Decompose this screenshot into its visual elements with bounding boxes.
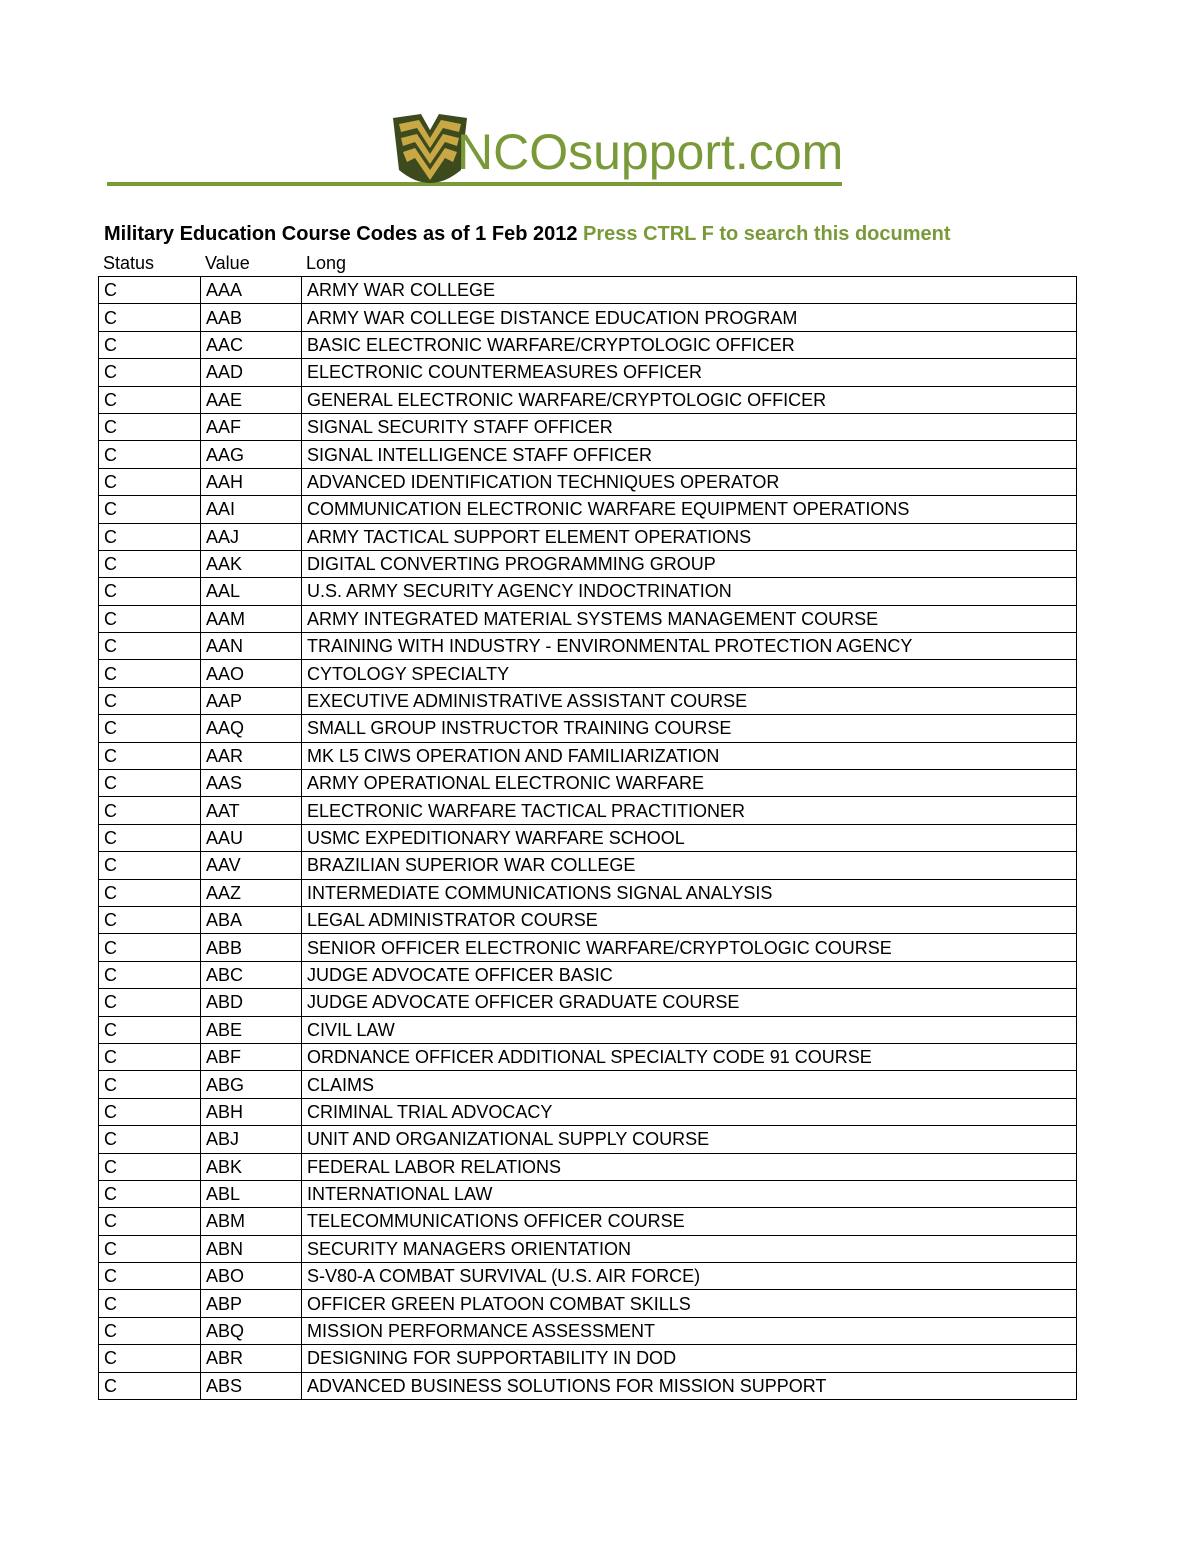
- cell-status: C: [99, 441, 201, 468]
- table-row: [99, 687, 1077, 714]
- cell-status: C: [99, 523, 201, 550]
- cell-long: ELECTRONIC WARFARE TACTICAL PRACTITIONER: [302, 797, 1077, 824]
- table-row: [99, 359, 1077, 386]
- table-row: [99, 770, 1077, 797]
- table-row: [99, 660, 1077, 687]
- cell-value: AAH: [201, 468, 302, 495]
- cell-status: C: [99, 1071, 201, 1098]
- cell-status: C: [99, 304, 201, 331]
- cell-long: MISSION PERFORMANCE ASSESSMENT: [302, 1317, 1077, 1344]
- cell-long: ADVANCED IDENTIFICATION TECHNIQUES OPERATOR: [302, 468, 1077, 495]
- cell-value: ABO: [201, 1263, 302, 1290]
- cell-long: CIVIL LAW: [302, 1016, 1077, 1043]
- cell-long: BRAZILIAN SUPERIOR WAR COLLEGE: [302, 852, 1077, 879]
- document-title-main: Military Education Course Codes as of 1 Feb 2012: [104, 223, 578, 245]
- table-row: [99, 852, 1077, 879]
- cell-status: C: [99, 1126, 201, 1153]
- column-header-long: Long: [306, 253, 347, 273]
- table-row: [99, 1071, 1077, 1098]
- table-row: [99, 1153, 1077, 1180]
- cell-status: C: [99, 906, 201, 933]
- column-header-status: Status: [103, 253, 155, 273]
- cell-long: ELECTRONIC COUNTERMEASURES OFFICER: [302, 359, 1077, 386]
- table-row: [99, 1180, 1077, 1207]
- cell-value: ABN: [201, 1235, 302, 1262]
- cell-value: AAB: [201, 304, 302, 331]
- table-row: [99, 961, 1077, 988]
- cell-status: C: [99, 824, 201, 851]
- cell-status: C: [99, 413, 201, 440]
- table-row: [99, 550, 1077, 577]
- cell-long: GENERAL ELECTRONIC WARFARE/CRYPTOLOGIC OFFICER: [302, 386, 1077, 413]
- table-row: [99, 413, 1077, 440]
- cell-long: FEDERAL LABOR RELATIONS: [302, 1153, 1077, 1180]
- cell-status: C: [99, 1180, 201, 1207]
- cell-long: EXECUTIVE ADMINISTRATIVE ASSISTANT COURSE: [302, 687, 1077, 714]
- cell-long: U.S. ARMY SECURITY AGENCY INDOCTRINATION: [302, 578, 1077, 605]
- cell-long: ARMY OPERATIONAL ELECTRONIC WARFARE: [302, 770, 1077, 797]
- table-row: [99, 1126, 1077, 1153]
- table-row: [99, 441, 1077, 468]
- cell-value: ABM: [201, 1208, 302, 1235]
- cell-long: DESIGNING FOR SUPPORTABILITY IN DOD: [302, 1345, 1077, 1372]
- search-hint: Press CTRL F to search this document: [583, 223, 951, 245]
- cell-value: AAA: [201, 277, 302, 304]
- table-row: [99, 1317, 1077, 1344]
- cell-long: ARMY WAR COLLEGE: [302, 277, 1077, 304]
- cell-long: ADVANCED BUSINESS SOLUTIONS FOR MISSION SUPPORT: [302, 1372, 1077, 1399]
- cell-status: C: [99, 1043, 201, 1070]
- cell-long: INTERMEDIATE COMMUNICATIONS SIGNAL ANALYSIS: [302, 879, 1077, 906]
- column-header-value: Value: [205, 253, 250, 273]
- table-row: [99, 1098, 1077, 1125]
- table-row: [99, 633, 1077, 660]
- table-row: [99, 1208, 1077, 1235]
- cell-value: ABF: [201, 1043, 302, 1070]
- cell-status: C: [99, 879, 201, 906]
- cell-status: C: [99, 1235, 201, 1262]
- cell-value: AAR: [201, 742, 302, 769]
- cell-status: C: [99, 1016, 201, 1043]
- cell-status: C: [99, 633, 201, 660]
- course-codes-table: [98, 276, 1077, 1400]
- logo-underline: [107, 182, 842, 186]
- cell-value: ABD: [201, 989, 302, 1016]
- table-row: [99, 386, 1077, 413]
- cell-value: AAE: [201, 386, 302, 413]
- cell-value: AAP: [201, 687, 302, 714]
- cell-long: ORDNANCE OFFICER ADDITIONAL SPECIALTY CODE 91 COURSE: [302, 1043, 1077, 1070]
- cell-long: SIGNAL SECURITY STAFF OFFICER: [302, 413, 1077, 440]
- cell-status: C: [99, 1372, 201, 1399]
- cell-status: C: [99, 797, 201, 824]
- cell-status: C: [99, 386, 201, 413]
- cell-status: C: [99, 331, 201, 358]
- cell-long: SIGNAL INTELLIGENCE STAFF OFFICER: [302, 441, 1077, 468]
- cell-status: C: [99, 1208, 201, 1235]
- cell-long: SECURITY MANAGERS ORIENTATION: [302, 1235, 1077, 1262]
- cell-status: C: [99, 1290, 201, 1317]
- cell-long: ARMY TACTICAL SUPPORT ELEMENT OPERATIONS: [302, 523, 1077, 550]
- cell-value: ABB: [201, 934, 302, 961]
- cell-value: ABL: [201, 1180, 302, 1207]
- cell-value: AAT: [201, 797, 302, 824]
- table-row: [99, 1290, 1077, 1317]
- cell-status: C: [99, 496, 201, 523]
- table-row: [99, 1235, 1077, 1262]
- table-row: [99, 1016, 1077, 1043]
- table-row: [99, 605, 1077, 632]
- cell-value: ABE: [201, 1016, 302, 1043]
- cell-value: AAL: [201, 578, 302, 605]
- cell-value: AAK: [201, 550, 302, 577]
- cell-value: AAJ: [201, 523, 302, 550]
- table-row: [99, 578, 1077, 605]
- cell-value: AAC: [201, 331, 302, 358]
- cell-value: ABP: [201, 1290, 302, 1317]
- cell-value: AAO: [201, 660, 302, 687]
- cell-status: C: [99, 852, 201, 879]
- cell-value: AAV: [201, 852, 302, 879]
- cell-status: C: [99, 359, 201, 386]
- cell-value: ABS: [201, 1372, 302, 1399]
- cell-long: S-V80-A COMBAT SURVIVAL (U.S. AIR FORCE): [302, 1263, 1077, 1290]
- cell-status: C: [99, 961, 201, 988]
- cell-value: AAN: [201, 633, 302, 660]
- cell-value: AAS: [201, 770, 302, 797]
- cell-long: INTERNATIONAL LAW: [302, 1180, 1077, 1207]
- cell-status: C: [99, 1263, 201, 1290]
- table-row: [99, 304, 1077, 331]
- cell-long: ARMY WAR COLLEGE DISTANCE EDUCATION PROGRAM: [302, 304, 1077, 331]
- table-row: [99, 715, 1077, 742]
- cell-long: USMC EXPEDITIONARY WARFARE SCHOOL: [302, 824, 1077, 851]
- cell-long: TRAINING WITH INDUSTRY - ENVIRONMENTAL PROTECTION AGENCY: [302, 633, 1077, 660]
- cell-long: TELECOMMUNICATIONS OFFICER COURSE: [302, 1208, 1077, 1235]
- cell-value: ABA: [201, 906, 302, 933]
- cell-value: AAG: [201, 441, 302, 468]
- cell-status: C: [99, 770, 201, 797]
- cell-status: C: [99, 989, 201, 1016]
- site-logo: [107, 108, 842, 190]
- cell-long: ARMY INTEGRATED MATERIAL SYSTEMS MANAGEMENT COURSE: [302, 605, 1077, 632]
- cell-status: C: [99, 715, 201, 742]
- cell-status: C: [99, 1317, 201, 1344]
- cell-status: C: [99, 742, 201, 769]
- table-row: [99, 797, 1077, 824]
- table-row: [99, 468, 1077, 495]
- cell-long: LEGAL ADMINISTRATOR COURSE: [302, 906, 1077, 933]
- cell-long: JUDGE ADVOCATE OFFICER BASIC: [302, 961, 1077, 988]
- cell-value: ABH: [201, 1098, 302, 1125]
- cell-status: C: [99, 1345, 201, 1372]
- logo-text: NCOsupport.com: [457, 124, 844, 180]
- table-row: [99, 523, 1077, 550]
- cell-long: CLAIMS: [302, 1071, 1077, 1098]
- cell-value: ABG: [201, 1071, 302, 1098]
- table-row: [99, 879, 1077, 906]
- cell-long: COMMUNICATION ELECTRONIC WARFARE EQUIPMENT OPERATIONS: [302, 496, 1077, 523]
- table-row: [99, 277, 1077, 304]
- cell-long: DIGITAL CONVERTING PROGRAMMING GROUP: [302, 550, 1077, 577]
- table-row: [99, 496, 1077, 523]
- cell-status: C: [99, 934, 201, 961]
- cell-long: CRIMINAL TRIAL ADVOCACY: [302, 1098, 1077, 1125]
- cell-value: AAF: [201, 413, 302, 440]
- table-row: [99, 1372, 1077, 1399]
- cell-value: ABJ: [201, 1126, 302, 1153]
- cell-value: ABC: [201, 961, 302, 988]
- cell-status: C: [99, 605, 201, 632]
- table-row: [99, 906, 1077, 933]
- cell-long: OFFICER GREEN PLATOON COMBAT SKILLS: [302, 1290, 1077, 1317]
- cell-value: ABQ: [201, 1317, 302, 1344]
- table-row: [99, 934, 1077, 961]
- table-row: [99, 1345, 1077, 1372]
- cell-status: C: [99, 578, 201, 605]
- cell-value: ABK: [201, 1153, 302, 1180]
- document-title: [104, 221, 951, 247]
- table-row: [99, 331, 1077, 358]
- table-row: [99, 742, 1077, 769]
- cell-value: AAD: [201, 359, 302, 386]
- course-codes-table-body: [99, 277, 1077, 1400]
- table-row: [99, 1043, 1077, 1070]
- table-row: [99, 824, 1077, 851]
- table-row: [99, 1263, 1077, 1290]
- cell-status: C: [99, 660, 201, 687]
- cell-status: C: [99, 468, 201, 495]
- cell-status: C: [99, 1098, 201, 1125]
- cell-value: AAZ: [201, 879, 302, 906]
- cell-status: C: [99, 1153, 201, 1180]
- cell-long: BASIC ELECTRONIC WARFARE/CRYPTOLOGIC OFFICER: [302, 331, 1077, 358]
- cell-value: ABR: [201, 1345, 302, 1372]
- cell-long: JUDGE ADVOCATE OFFICER GRADUATE COURSE: [302, 989, 1077, 1016]
- cell-long: SENIOR OFFICER ELECTRONIC WARFARE/CRYPTOLOGIC COURSE: [302, 934, 1077, 961]
- cell-long: CYTOLOGY SPECIALTY: [302, 660, 1077, 687]
- table-row: [99, 989, 1077, 1016]
- cell-long: UNIT AND ORGANIZATIONAL SUPPLY COURSE: [302, 1126, 1077, 1153]
- cell-status: C: [99, 687, 201, 714]
- cell-value: AAQ: [201, 715, 302, 742]
- cell-value: AAM: [201, 605, 302, 632]
- cell-value: AAU: [201, 824, 302, 851]
- cell-long: SMALL GROUP INSTRUCTOR TRAINING COURSE: [302, 715, 1077, 742]
- cell-status: C: [99, 550, 201, 577]
- cell-status: C: [99, 277, 201, 304]
- cell-value: AAI: [201, 496, 302, 523]
- cell-long: MK L5 CIWS OPERATION AND FAMILIARIZATION: [302, 742, 1077, 769]
